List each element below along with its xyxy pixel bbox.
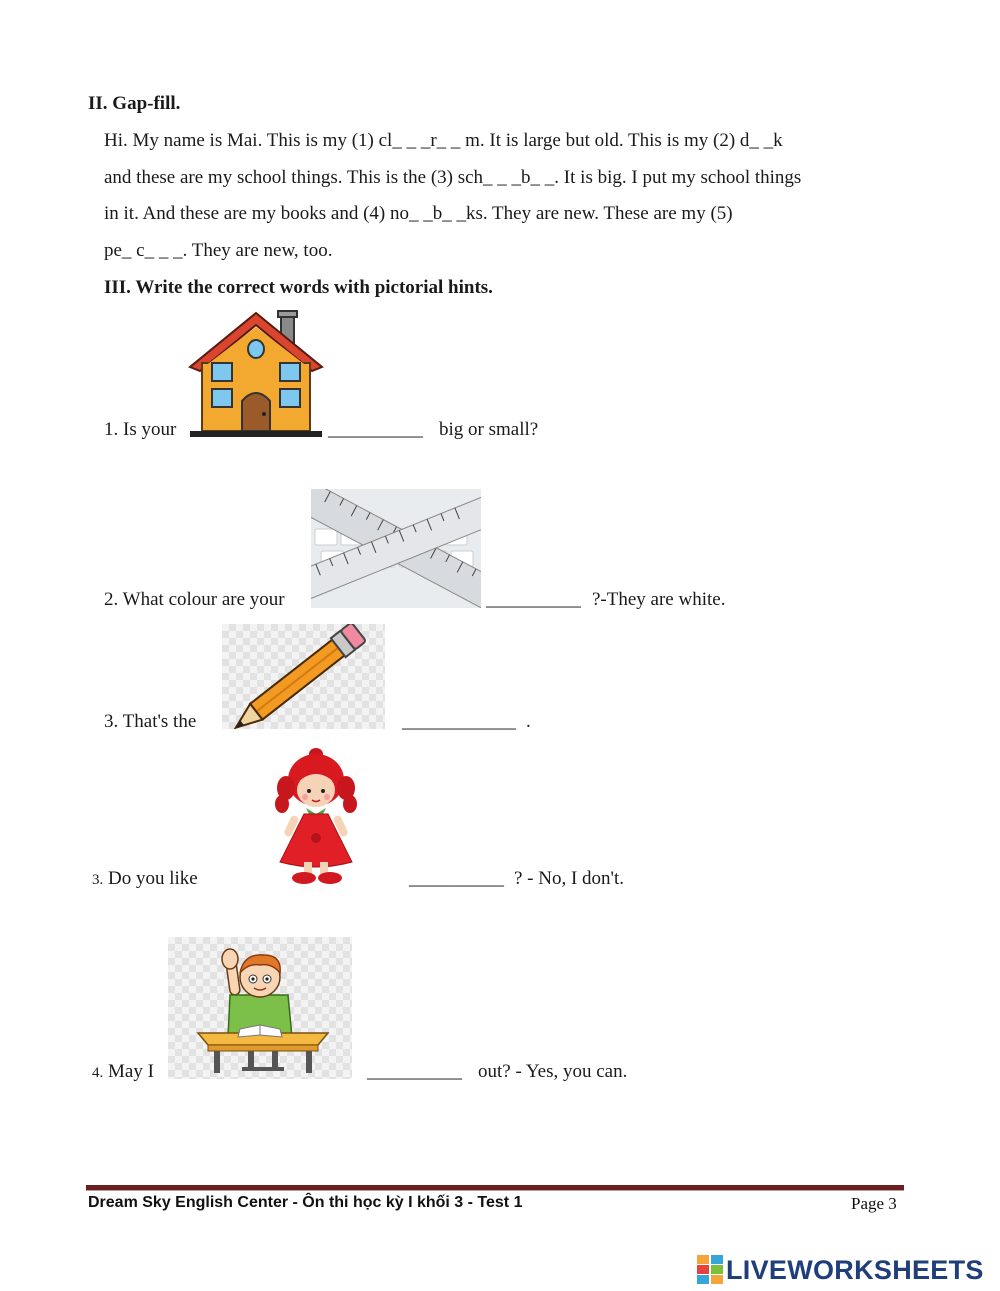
question-3-tail: . <box>526 711 531 732</box>
question-4-blank[interactable]: __________ <box>409 868 504 889</box>
question-1-tail: big or small? <box>439 419 539 440</box>
question-4-prompt: Do you like <box>108 868 198 889</box>
question-1-number: 1. <box>104 419 119 440</box>
footer-center-name: Dream Sky English Center - Ôn thi học kỳ I khối 3 - Test 1 <box>88 1194 523 1211</box>
question-2-blank[interactable]: __________ <box>486 589 581 610</box>
question-2-number: 2. <box>104 589 119 610</box>
question-5-tail: out? - Yes, you can. <box>478 1061 628 1082</box>
question-1-blank[interactable]: __________ <box>328 419 423 440</box>
question-3-prompt: That's the <box>122 711 197 732</box>
question-2-prompt: What colour are your <box>122 589 285 610</box>
question-3-blank[interactable]: ____________ <box>402 711 516 732</box>
question-2-tail: ?-They are white. <box>592 589 726 610</box>
rulers-picture <box>311 489 481 608</box>
question-3 <box>104 711 196 733</box>
question-5-number: 4. <box>92 1065 104 1081</box>
question-5-blank[interactable]: __________ <box>367 1061 462 1082</box>
liveworksheets-blocks-icon <box>697 1255 723 1285</box>
doll-picture <box>220 744 406 888</box>
house-picture <box>188 309 324 439</box>
question-5 <box>92 1061 154 1083</box>
question-4-tail: ? - No, I don't. <box>514 868 625 889</box>
liveworksheets-logo[interactable] <box>697 1253 984 1287</box>
question-2 <box>104 589 285 611</box>
pencil-picture <box>222 624 385 729</box>
footer-page-number: Page 3 <box>851 1194 897 1213</box>
question-4-number: 3. <box>92 872 104 888</box>
question-1-prompt: Is your <box>123 419 177 440</box>
section-3-title: III. Write the correct words with pictorial hints. <box>104 277 493 298</box>
question-3-number: 3. <box>104 711 119 732</box>
gapfill-line-2: and these are my school things. This is the (3) sch_ _ _b_ _. It is big. I put my school things <box>104 167 802 188</box>
question-4 <box>92 868 198 890</box>
gapfill-line-4: pe_ c_ _ _. They are new, too. <box>104 240 333 261</box>
gapfill-line-3: in it. And these are my books and (4) no_ _b_ _ks. They are new. These are my (5) <box>104 203 733 224</box>
raising-hand-picture <box>168 937 352 1079</box>
gapfill-line-1: Hi. My name is Mai. This is my (1) cl_ _ _r_ _ m. It is large but old. This is my (2) d_ _k <box>104 130 783 151</box>
question-5-prompt: May I <box>108 1061 154 1082</box>
section-2-title: II. Gap-fill. <box>88 93 181 114</box>
footer-divider <box>86 1185 904 1191</box>
liveworksheets-wordmark: LIVEWORKSHEETS <box>726 1254 984 1285</box>
question-1 <box>104 419 176 441</box>
